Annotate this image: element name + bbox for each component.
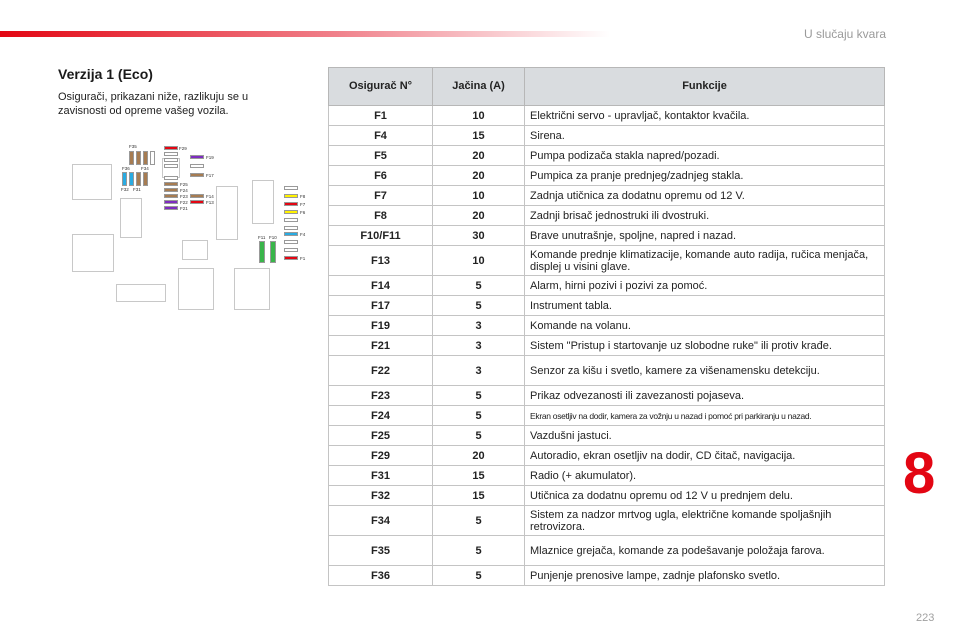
table-row <box>329 536 885 566</box>
fuse <box>190 173 204 177</box>
fuse-id: F36 <box>329 566 433 586</box>
page-number: 223 <box>916 612 935 624</box>
fuse-label: F10 <box>269 235 277 240</box>
fuse <box>190 164 204 168</box>
fuse <box>284 256 298 260</box>
fuse-amperage: 20 <box>433 166 525 186</box>
intro-text: Osigurači, prikazani niže, razlikuju se u zavisnosti od opreme vašeg vozila. <box>58 91 249 117</box>
table-row <box>329 506 885 536</box>
fuse-function: Brave unutrašnje, spoljne, napred i nazad. <box>525 226 885 246</box>
fuse-amperage: 10 <box>433 106 525 126</box>
fuse <box>150 151 155 165</box>
fuse-label: F21 <box>180 206 188 211</box>
fuse-id: F35 <box>329 536 433 566</box>
fuse-label: F29 <box>179 146 187 151</box>
diagram-block <box>182 240 208 260</box>
fuse <box>164 200 178 204</box>
table-row <box>329 206 885 226</box>
fuse <box>143 172 148 186</box>
fuse-function: Punjenje prenosive lampe, zadnje plafonsko svetlo. <box>525 566 885 586</box>
fuse-amperage: 3 <box>433 336 525 356</box>
fuse <box>284 210 298 214</box>
fuse-amperage: 20 <box>433 446 525 466</box>
table-header-row <box>329 68 885 106</box>
fuse <box>129 151 134 165</box>
table-row <box>329 316 885 336</box>
table-row <box>329 566 885 586</box>
header-accent-bar <box>0 31 610 37</box>
fuse <box>190 155 204 159</box>
fuse-label: F19 <box>206 155 214 160</box>
diagram-block <box>234 268 270 310</box>
fuse-amperage: 3 <box>433 316 525 336</box>
fuse-amperage: 20 <box>433 146 525 166</box>
fuse-function: Prikaz odvezanosti ili zavezanosti pojaseva. <box>525 386 885 406</box>
fuse <box>259 241 265 263</box>
fuse-id: F32 <box>329 486 433 506</box>
fuse-id: F23 <box>329 386 433 406</box>
fuse-function: Instrument tabla. <box>525 296 885 316</box>
fuse-amperage: 5 <box>433 566 525 586</box>
fuse-function: Komande prednje klimatizacije, komande auto radija, ručica menjača, displej u visini glave. <box>525 246 885 276</box>
fuse-id: F17 <box>329 296 433 316</box>
fuse-amperage: 20 <box>433 206 525 226</box>
fuse <box>122 172 127 186</box>
fuse-function: Sirena. <box>525 126 885 146</box>
fuse-amperage: 15 <box>433 466 525 486</box>
fuse-id: F10/F11 <box>329 226 433 246</box>
fuse <box>164 206 178 210</box>
fuse-label: F8 <box>300 194 306 199</box>
table-row <box>329 486 885 506</box>
section-title: U slučaju kvara <box>803 27 886 41</box>
col-amperage: Jačina (A) <box>433 68 525 106</box>
fuse-id: F8 <box>329 206 433 226</box>
fuse-amperage: 3 <box>433 356 525 386</box>
fuse-label: F13 <box>206 200 214 205</box>
fuse-label: F14 <box>206 194 214 199</box>
fuse <box>284 248 298 252</box>
fuse-id: F29 <box>329 446 433 466</box>
fuse-id: F14 <box>329 276 433 296</box>
fuse <box>164 158 178 162</box>
fuse-function: Sistem za nadzor mrtvog ugla, električne komande spoljašnjih retrovizora. <box>525 506 885 536</box>
fuse <box>164 194 178 198</box>
fuse <box>164 146 178 150</box>
fuse-id: F22 <box>329 356 433 386</box>
fuse-function: Zadnja utičnica za dodatnu opremu od 12 V. <box>525 186 885 206</box>
diagram-block <box>178 268 214 310</box>
fuse-label: F35 <box>129 144 137 149</box>
fuse-function: Radio (+ akumulator). <box>525 466 885 486</box>
diagram-block <box>252 180 274 224</box>
fuse-function: Vazdušni jastuci. <box>525 426 885 446</box>
fuse <box>164 152 178 156</box>
fuse <box>284 232 298 236</box>
table-row <box>329 276 885 296</box>
fuse-label: F36 <box>122 166 130 171</box>
fuse-id: F25 <box>329 426 433 446</box>
col-fuse-number: Osigurač N° <box>329 68 433 106</box>
fuse <box>190 194 204 198</box>
col-functions: Funkcije <box>525 68 885 106</box>
fuse <box>190 200 204 204</box>
diagram-block <box>120 198 142 238</box>
table-row <box>329 466 885 486</box>
diagram-block <box>116 284 166 302</box>
fuse-function: Alarm, hirni pozivi i pozivi za pomoć. <box>525 276 885 296</box>
fuse-label: F32 <box>121 187 129 192</box>
fuse <box>284 240 298 244</box>
fuse-function: Autoradio, ekran osetljiv na dodir, CD čitač, navigacija. <box>525 446 885 466</box>
table-row <box>329 336 885 356</box>
table-row <box>329 426 885 446</box>
fuse-id: F13 <box>329 246 433 276</box>
fuse-amperage: 5 <box>433 506 525 536</box>
fuse-id: F7 <box>329 186 433 206</box>
chapter-number: 8 <box>903 441 936 506</box>
fuse-amperage: 5 <box>433 386 525 406</box>
table-row <box>329 186 885 206</box>
fuse-function: Mlaznice grejača, komande za podešavanje položaja farova. <box>525 536 885 566</box>
fuse-label: F22 <box>180 200 188 205</box>
fuse-amperage: 15 <box>433 126 525 146</box>
diagram-block <box>72 234 114 272</box>
table-row <box>329 126 885 146</box>
table-row <box>329 166 885 186</box>
fuse-label: F6 <box>300 210 306 215</box>
fuse <box>164 164 178 168</box>
fuse-id: F1 <box>329 106 433 126</box>
table-row <box>329 296 885 316</box>
fuse-amperage: 5 <box>433 536 525 566</box>
diagram-block <box>72 164 112 200</box>
fuse-function: Zadnji brisač jednostruki ili dvostruki. <box>525 206 885 226</box>
fuse-function: Ekran osetljiv na dodir, kamera za vožnju u nazad i pomoć pri parkiranju u nazad. <box>525 406 885 426</box>
fuse-label: F24 <box>180 188 188 193</box>
fuse-function: Električni servo - upravljač, kontaktor kvačila. <box>525 106 885 126</box>
table-row <box>329 226 885 246</box>
fuse-function: Utičnica za dodatnu opremu od 12 V u prednjem delu. <box>525 486 885 506</box>
diagram-block <box>216 186 238 240</box>
fuse-label: F17 <box>206 173 214 178</box>
fuse <box>284 194 298 198</box>
fuse-amperage: 10 <box>433 186 525 206</box>
fuse-amperage: 5 <box>433 426 525 446</box>
fuse <box>164 182 178 186</box>
fuse-label: F31 <box>133 187 141 192</box>
fuse <box>270 241 276 263</box>
table-row <box>329 406 885 426</box>
fuse-label: F25 <box>180 182 188 187</box>
fuse-label: F34 <box>141 166 149 171</box>
fuse-id: F24 <box>329 406 433 426</box>
fuse <box>284 202 298 206</box>
table-row <box>329 446 885 466</box>
fuse-function: Pumpa podizača stakla napred/pozadi. <box>525 146 885 166</box>
fuse-label: F23 <box>180 194 188 199</box>
fuse-amperage: 10 <box>433 246 525 276</box>
fuse <box>136 151 141 165</box>
fuse-label: F1 <box>300 256 306 261</box>
fuse <box>164 176 178 180</box>
fuse-amperage: 15 <box>433 486 525 506</box>
fuse <box>284 186 298 190</box>
fuse <box>164 188 178 192</box>
fuse-table <box>328 67 885 586</box>
fuse-amperage: 5 <box>433 406 525 426</box>
table-row <box>329 146 885 166</box>
fuse <box>284 226 298 230</box>
fuse <box>136 172 141 186</box>
fuse-id: F19 <box>329 316 433 336</box>
fuse <box>129 172 134 186</box>
fuse-function: Senzor za kišu i svetlo, kamere za višenamensku detekciju. <box>525 356 885 386</box>
fuse-label: F7 <box>300 202 306 207</box>
fuse-function: Sistem "Pristup i startovanje uz slobodne ruke" ili protiv krađe. <box>525 336 885 356</box>
fuse-id: F6 <box>329 166 433 186</box>
fuse-amperage: 5 <box>433 276 525 296</box>
table-row <box>329 386 885 406</box>
fuse-id: F5 <box>329 146 433 166</box>
table-row <box>329 246 885 276</box>
fuse-label: F4 <box>300 232 306 237</box>
fuse-function: Komande na volanu. <box>525 316 885 336</box>
fuse <box>284 218 298 222</box>
fuse-id: F4 <box>329 126 433 146</box>
fuse-id: F21 <box>329 336 433 356</box>
fuse-function: Pumpica za pranje prednjeg/zadnjeg stakla. <box>525 166 885 186</box>
fuse <box>143 151 148 165</box>
fuse-id: F34 <box>329 506 433 536</box>
page-title: Verzija 1 (Eco) <box>58 66 153 82</box>
fuse-id: F31 <box>329 466 433 486</box>
fuse-label: F11 <box>258 235 266 240</box>
fuse-amperage: 30 <box>433 226 525 246</box>
table-row <box>329 106 885 126</box>
fuse-box-diagram <box>66 136 316 316</box>
fuse-amperage: 5 <box>433 296 525 316</box>
table-row <box>329 356 885 386</box>
